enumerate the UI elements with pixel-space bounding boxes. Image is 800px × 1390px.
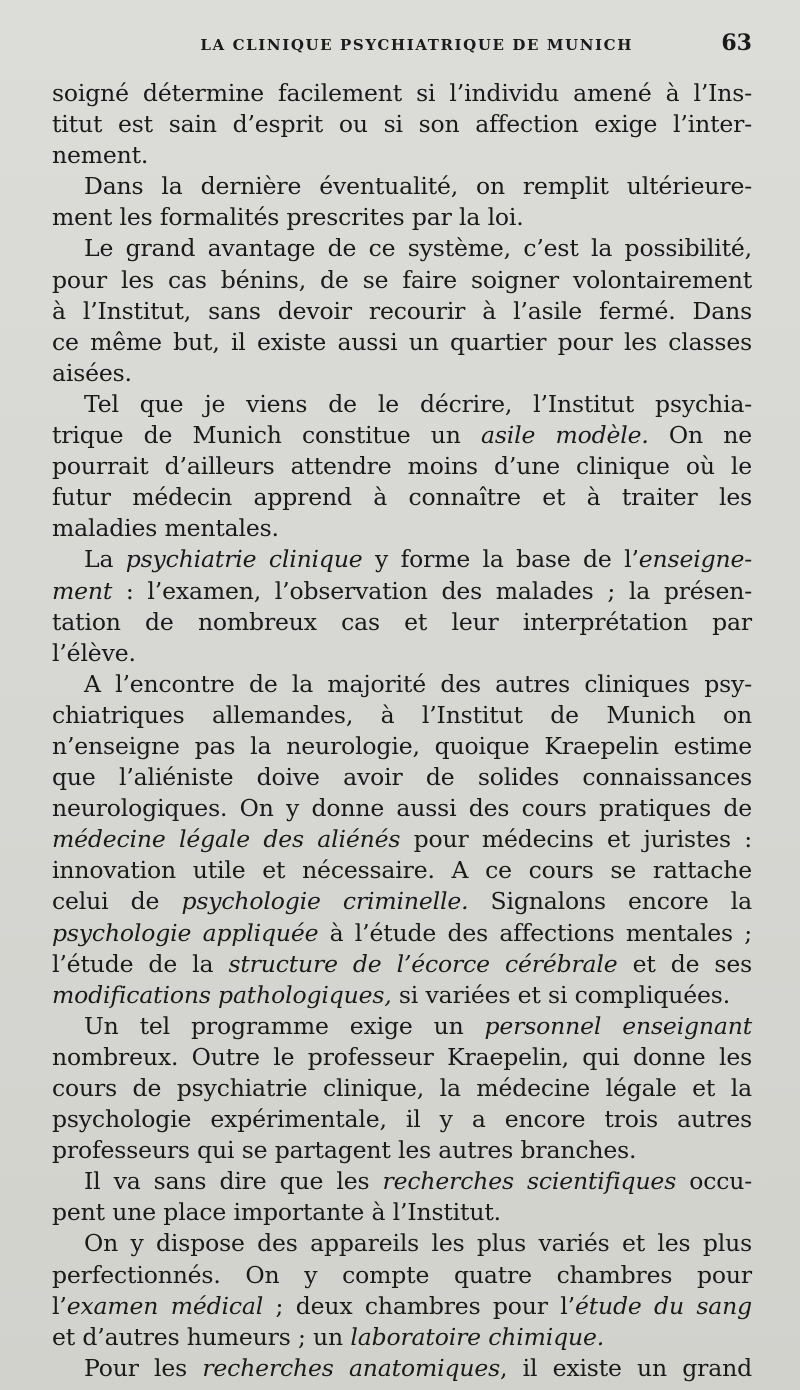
text-run: professeurs qui se partagent les autres branches.	[52, 1136, 637, 1165]
text-line	[52, 233, 752, 264]
italic-phrase: examen médical	[66, 1291, 264, 1320]
paragraph	[52, 78, 752, 171]
text-run: Il va sans dire que les	[84, 1167, 383, 1196]
italic-phrase: recherches anatomiques	[202, 1353, 500, 1382]
text-run: chiatriques allemandes, à l’Institut de Munich on	[52, 700, 752, 729]
text-run: pourrait d’ailleurs attendre moins d’une clinique où le	[52, 452, 752, 481]
text-line	[52, 544, 752, 575]
text-run: à l’étude des affections mentales ;	[318, 918, 752, 947]
text-line	[52, 638, 752, 669]
italic-phrase: laboratoire chimique.	[350, 1322, 605, 1351]
text-line	[52, 265, 752, 296]
italic-phrase: psychologie criminelle.	[181, 887, 469, 916]
text-line	[52, 1166, 752, 1197]
italic-phrase: médecine légale des aliénés	[52, 825, 401, 854]
page-number: 63	[721, 30, 752, 56]
text-run: soigné détermine facilement si l’individu amené à l’Ins-	[52, 79, 752, 107]
text-line	[52, 109, 752, 140]
text-run: tation de nombreux cas et leur interprétation par	[52, 607, 752, 636]
text-run: La	[84, 545, 126, 574]
text-run: neurologiques. On y donne aussi des cours pratiques de	[52, 794, 752, 823]
paragraph	[52, 544, 752, 668]
text-run: Tel que je viens de le décrire, l’Institut psychia-	[84, 389, 752, 418]
text-run: occu-	[676, 1167, 753, 1196]
text-run: à l’Institut, sans devoir recourir à l’asile fermé. Dans	[52, 296, 752, 325]
text-run: : l’examen, l’observation des malades ; la présen-	[112, 576, 752, 605]
text-line	[52, 886, 752, 917]
text-run: cours de psychiatrie clinique, la médecine légale et la	[52, 1074, 752, 1102]
text-line	[52, 358, 752, 389]
text-line	[52, 949, 752, 980]
text-run: ce même but, il existe aussi un quartier pour les classes	[52, 327, 752, 356]
text-line	[52, 78, 752, 109]
text-line	[52, 1073, 752, 1104]
text-run: aisées.	[52, 358, 132, 387]
text-line	[52, 420, 752, 451]
text-line	[52, 700, 752, 731]
text-line	[52, 171, 752, 202]
text-run: ment les formalités prescrites par la loi.	[52, 203, 524, 232]
italic-phrase: structure de l’écorce cérébrale	[228, 949, 618, 978]
text-run: Un tel programme exige un	[84, 1011, 485, 1040]
text-run: l’	[52, 1291, 67, 1320]
italic-phrase: psychologie appliquée	[52, 918, 319, 947]
text-run: Signalons encore la	[468, 887, 752, 916]
text-line	[52, 980, 752, 1011]
text-line	[52, 1291, 752, 1322]
text-run: l’élève.	[52, 638, 136, 667]
text-run: , il existe un grand	[500, 1353, 752, 1382]
text-run: si variées et si compliquées.	[391, 980, 731, 1009]
text-run: psychologie expérimentale, il y a encore trois autres	[52, 1105, 752, 1134]
text-run: l’étude de la	[52, 949, 229, 978]
paragraph	[52, 1228, 752, 1352]
italic-phrase: étude du sang	[574, 1291, 752, 1320]
text-run: pent une place importante à l’Institut.	[52, 1198, 501, 1227]
paragraph	[52, 1011, 752, 1166]
text-run: ; deux chambres pour l’	[263, 1291, 575, 1320]
italic-phrase: recherches scientifiques	[382, 1167, 677, 1196]
paragraph	[52, 171, 752, 233]
text-run: que l’aliéniste doive avoir de solides connaissances	[52, 763, 752, 792]
text-line	[52, 1104, 752, 1135]
text-line	[52, 576, 752, 607]
text-run: Le grand avantage de ce système, c’est la possibilité,	[84, 234, 752, 263]
text-run: pour médecins et juristes :	[400, 825, 752, 854]
paragraph	[52, 669, 752, 1011]
italic-phrase: personnel enseignant	[484, 1011, 752, 1040]
text-line	[52, 451, 752, 482]
text-run: n’enseigne pas la neurologie, quoique Kraepelin estime	[52, 731, 752, 760]
text-line	[52, 918, 752, 949]
text-line	[52, 1042, 752, 1073]
text-run: Dans la dernière éventualité, on remplit ultérieure-	[84, 172, 752, 201]
running-head: LA CLINIQUE PSYCHIATRIQUE DE MUNICH	[200, 36, 633, 54]
text-line	[52, 855, 752, 886]
text-line	[52, 513, 752, 544]
text-run: maladies mentales.	[52, 514, 279, 543]
text-line	[52, 607, 752, 638]
text-line	[52, 1322, 752, 1353]
text-line	[52, 140, 752, 171]
text-line	[52, 731, 752, 762]
text-run: innovation utile et nécessaire. A ce cours se rattache	[52, 856, 752, 885]
text-run: Pour les	[84, 1353, 203, 1382]
italic-phrase: enseigne-	[638, 545, 752, 574]
text-line	[52, 793, 752, 824]
text-line	[52, 1260, 752, 1291]
text-line	[52, 1135, 752, 1166]
italic-phrase: psychiatrie clinique	[125, 545, 363, 574]
text-run: nombreux. Outre le professeur Kraepelin, qui donne les	[52, 1042, 752, 1071]
text-line	[52, 1353, 752, 1384]
text-line	[52, 327, 752, 358]
paragraph	[52, 233, 752, 388]
body-text	[52, 78, 752, 1384]
text-run: trique de Munich constitue un	[52, 421, 481, 450]
text-run: futur médecin apprend à connaître et à traiter les	[52, 483, 752, 512]
text-run: On y dispose des appareils les plus variés et les plus	[84, 1229, 752, 1258]
text-line	[52, 202, 752, 233]
text-run: pour les cas bénins, de se faire soigner volontairement	[52, 265, 752, 294]
text-run: y forme la base de l’	[362, 545, 639, 574]
text-line	[52, 389, 752, 420]
paragraph	[52, 389, 752, 544]
text-run: On ne	[648, 421, 752, 450]
text-run: A l’encontre de la majorité des autres cliniques psy-	[84, 669, 752, 698]
page-header	[52, 30, 752, 72]
text-run: et de ses	[617, 949, 752, 978]
text-run: nement.	[52, 141, 149, 170]
paragraph	[52, 1353, 752, 1384]
text-line	[52, 824, 752, 855]
text-line	[52, 482, 752, 513]
text-line	[52, 1011, 752, 1042]
italic-phrase: modifications pathologiques,	[52, 980, 392, 1009]
text-run: perfectionnés. On y compte quatre chambres pour	[52, 1260, 752, 1289]
text-line	[52, 762, 752, 793]
italic-phrase: ment	[52, 576, 113, 605]
text-line	[52, 669, 752, 700]
text-line	[52, 1197, 752, 1228]
paragraph	[52, 1166, 752, 1228]
text-run: titut est sain d’esprit ou si son affection exige l’inter-	[52, 110, 752, 139]
text-run: celui de	[52, 887, 182, 916]
text-line	[52, 1228, 752, 1259]
italic-phrase: asile modèle.	[480, 421, 649, 450]
text-line	[52, 296, 752, 327]
text-run: et d’autres humeurs ; un	[52, 1322, 351, 1351]
